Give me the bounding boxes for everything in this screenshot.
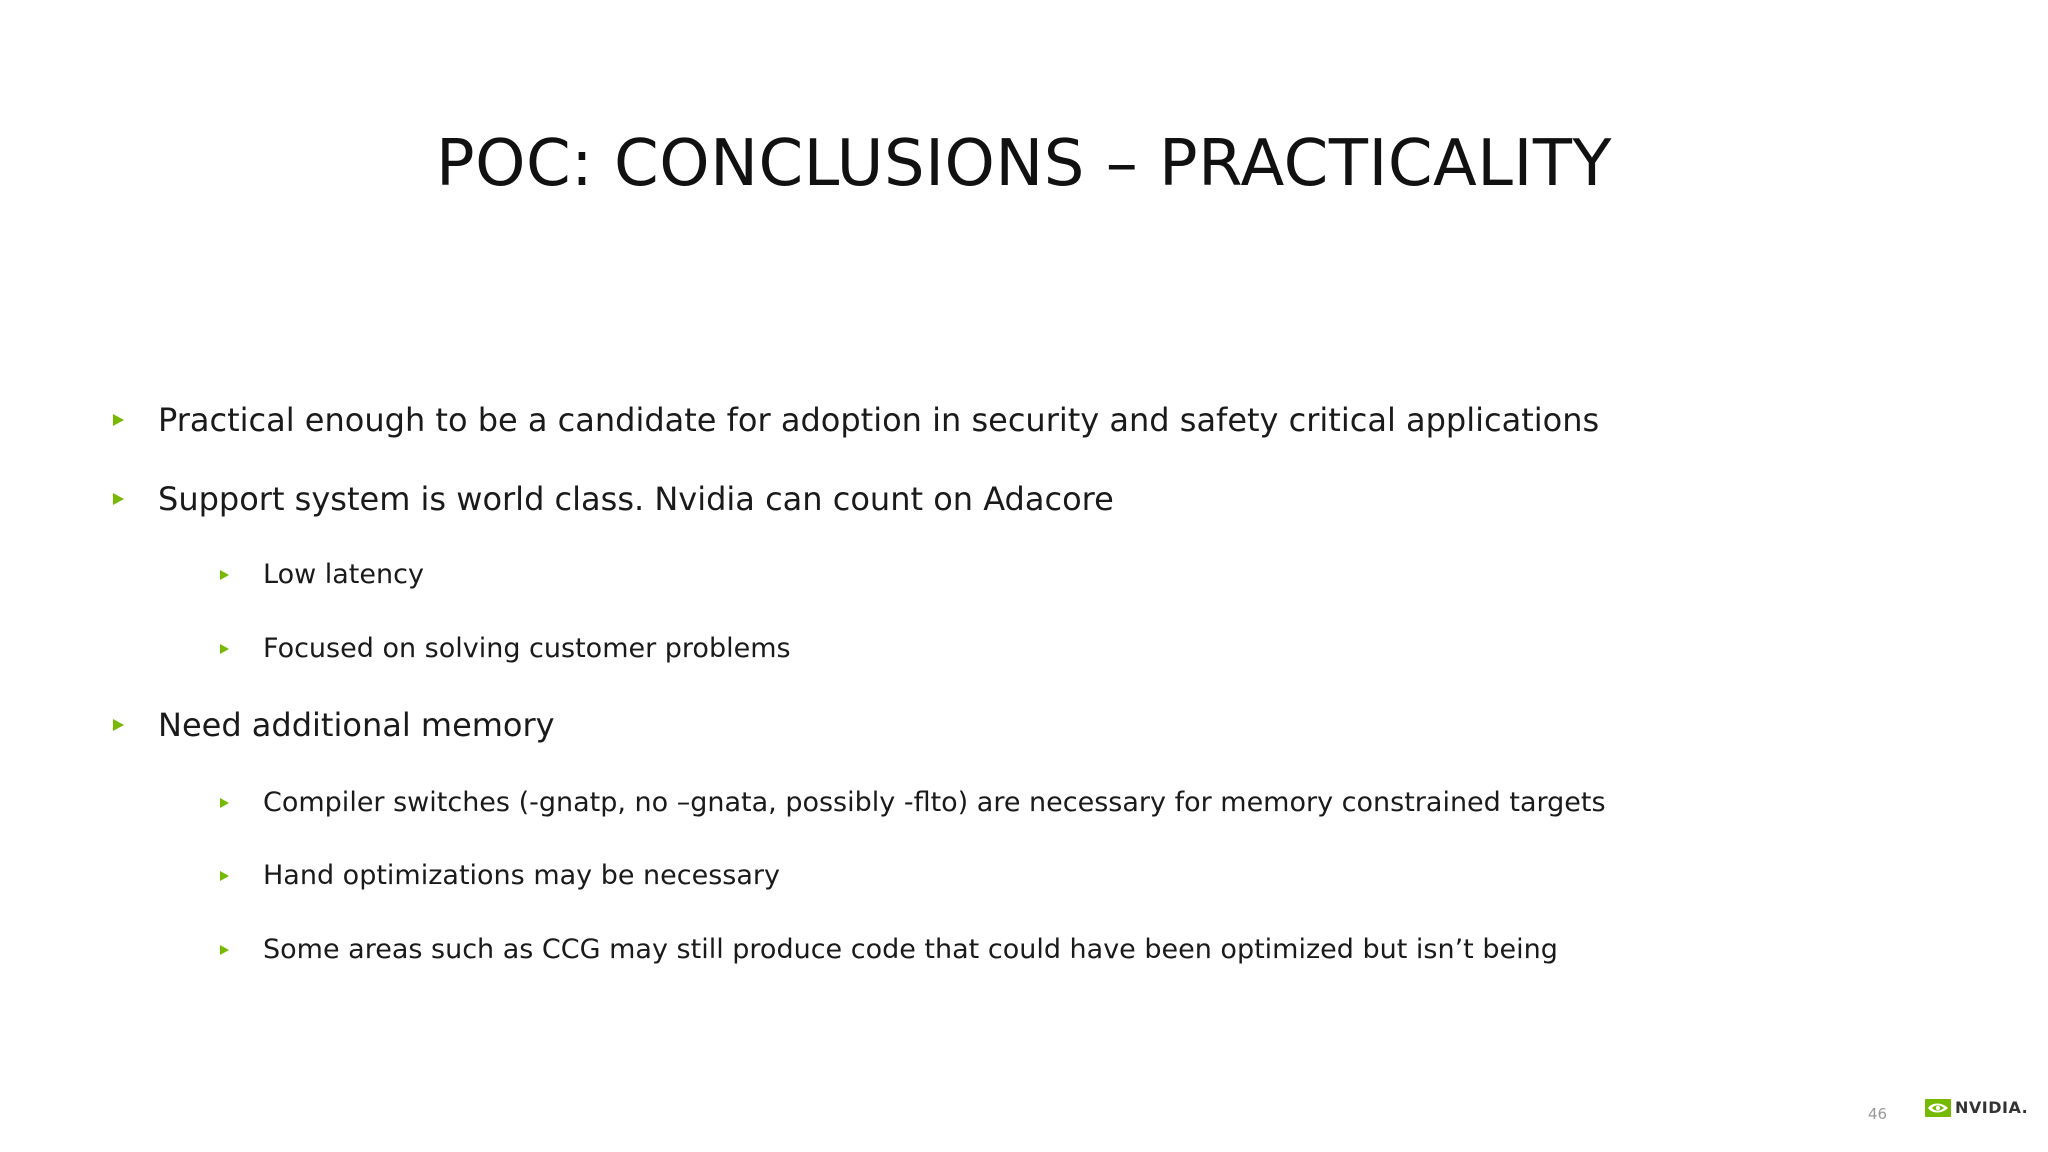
bullet-item	[113, 477, 1114, 521]
bullet-text: Practical enough to be a candidate for adoption in security and safety critical applications	[158, 401, 1600, 439]
sub-bullet-text: Focused on solving customer problems	[263, 633, 791, 664]
nvidia-eye-icon	[1925, 1099, 1951, 1117]
bullet-text: Support system is world class. Nvidia can count on Adacore	[158, 480, 1114, 518]
sub-bullet-item	[220, 931, 1558, 969]
bullet-arrow-icon	[220, 798, 229, 808]
bullet-text: Need additional memory	[158, 706, 555, 744]
nvidia-logo	[1925, 1098, 2028, 1118]
bullet-arrow-icon	[220, 945, 229, 955]
sub-bullet-text: Some areas such as CCG may still produce code that could have been optimized but isn’t being	[263, 934, 1558, 965]
bullet-item	[113, 398, 1599, 442]
bullet-arrow-icon	[113, 719, 124, 731]
bullet-arrow-icon	[113, 414, 124, 426]
bullet-arrow-icon	[220, 644, 229, 654]
bullet-arrow-icon	[220, 570, 229, 580]
sub-bullet-item	[220, 556, 424, 594]
sub-bullet-item	[220, 784, 1606, 822]
page-number: 46	[1868, 1105, 1888, 1123]
sub-bullet-text: Hand optimizations may be necessary	[263, 860, 780, 891]
sub-bullet-item	[220, 857, 780, 895]
sub-bullet-text: Low latency	[263, 559, 424, 590]
sub-bullet-item	[220, 630, 791, 668]
nvidia-wordmark: NVIDIA.	[1955, 1098, 2029, 1117]
bullet-item	[113, 703, 555, 747]
slide-title: POC: CONCLUSIONS – PRACTICALITY	[435, 127, 1613, 201]
sub-bullet-text: Compiler switches (-gnatp, no –gnata, possibly -flto) are necessary for memory constrained targets	[263, 787, 1606, 818]
bullet-arrow-icon	[220, 871, 229, 881]
bullet-arrow-icon	[113, 493, 124, 505]
